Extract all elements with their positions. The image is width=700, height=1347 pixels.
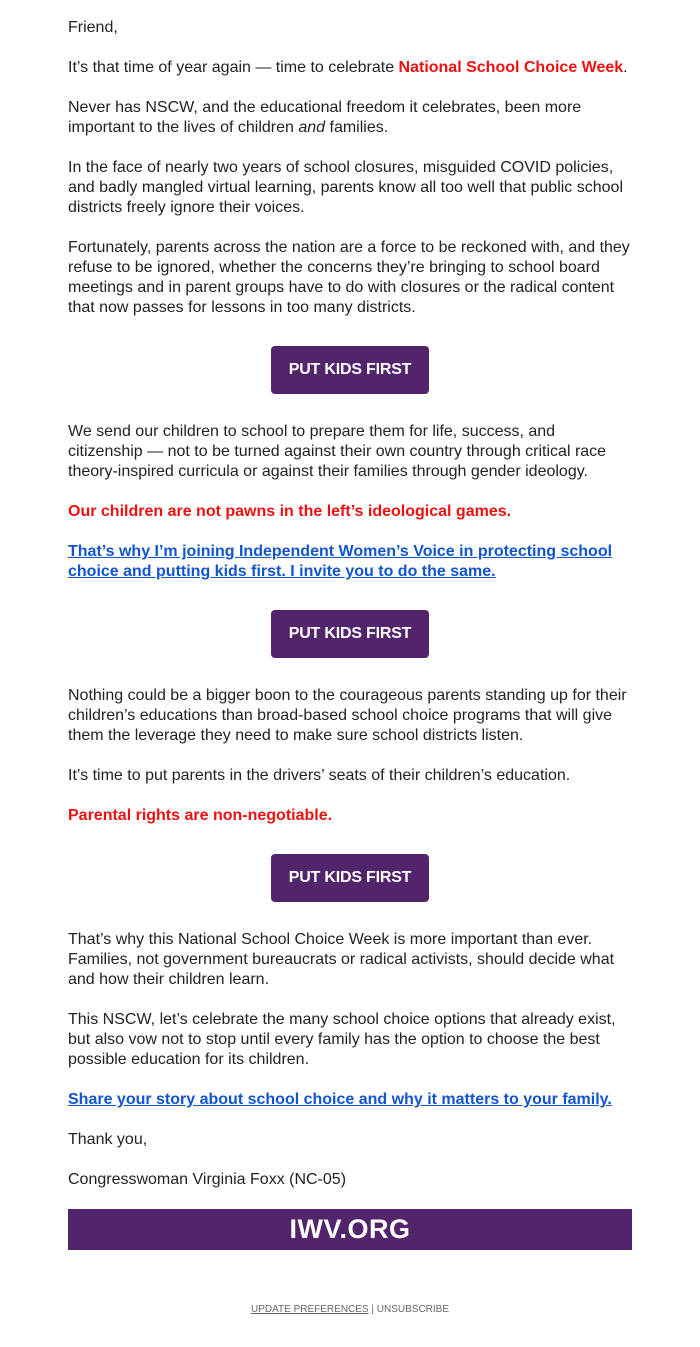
- never-text-after: families.: [325, 119, 389, 136]
- update-preferences-link[interactable]: UPDATE PREFERENCES: [250, 1304, 369, 1315]
- put-kids-first-button[interactable]: PUT KIDS FIRST: [271, 610, 429, 658]
- cta-wrap-3: [68, 854, 632, 902]
- footer: [68, 1304, 632, 1316]
- intro-paragraph: [68, 58, 632, 78]
- rights-statement: Parental rights are non-negotiable.: [68, 807, 333, 824]
- joining-paragraph: [68, 542, 632, 582]
- share-paragraph: [68, 1090, 632, 1110]
- iwv-banner: IWV.ORG: [68, 1209, 632, 1250]
- email-body: [68, 0, 632, 1316]
- this-nscw-paragraph: This NSCW, let’s celebrate the many school choice options that already exist, but also vow not to stop until every family has the option to choose the best possible education for its children.: [68, 1011, 616, 1068]
- unsubscribe-link[interactable]: UNSUBSCRIBE: [376, 1304, 450, 1315]
- signoff: Thank you,: [68, 1131, 148, 1148]
- cta-wrap-2: [68, 610, 632, 658]
- never-text-before: Never has NSCW, and the educational freedom it celebrates, been more important to the lives of children: [68, 99, 582, 136]
- greeting: Friend,: [68, 19, 118, 36]
- cta-wrap-1: [68, 346, 632, 394]
- time-paragraph: It’s time to put parents in the drivers’ seats of their children’s education.: [68, 767, 571, 784]
- send-paragraph: We send our children to school to prepare them for life, success, and citizenship — not to be turned against their own country through critical race theory-inspired curricula or against their families through gender ideology.: [68, 423, 607, 480]
- put-kids-first-button[interactable]: PUT KIDS FIRST: [271, 854, 429, 902]
- iwv-banner-link[interactable]: [68, 1209, 632, 1250]
- intro-text-before: It’s that time of year again — time to celebrate: [68, 59, 399, 76]
- joining-link[interactable]: That’s why I’m joining Independent Women’s Voice in protecting school choice and putting kids first. I invite you to do the same.: [68, 543, 613, 580]
- pawns-statement: Our children are not pawns in the left’s ideological games.: [68, 503, 512, 520]
- put-kids-first-button[interactable]: PUT KIDS FIRST: [271, 346, 429, 394]
- thats-why-paragraph: That’s why this National School Choice Week is more important than ever. Families, not government bureaucrats or radical activists, should decide what and how their children learn.: [68, 931, 615, 988]
- share-story-link[interactable]: Share your story about school choice and why it matters to your family.: [68, 1091, 612, 1108]
- never-paragraph: [68, 98, 632, 138]
- never-emphasis: and: [298, 119, 326, 136]
- nothing-paragraph: Nothing could be a bigger boon to the courageous parents standing up for their children’s educations than broad-based school choice programs that will give them the leverage they need to make sure school districts listen.: [68, 687, 627, 744]
- closures-paragraph: In the face of nearly two years of school closures, misguided COVID policies, and badly mangled virtual learning, parents know all too well that public school districts freely ignore their voices.: [68, 159, 623, 216]
- signature: Congresswoman Virginia Foxx (NC-05): [68, 1171, 347, 1188]
- footer-separator: |: [368, 1304, 377, 1315]
- intro-text-after: .: [623, 59, 628, 76]
- nscw-highlight: National School Choice Week: [398, 59, 624, 76]
- fortunately-paragraph: Fortunately, parents across the nation are a force to be reckoned with, and they refuse to be ignored, whether the concerns they’re bringing to school board meetings and in parent groups have to do with closures or the radical content that now passes for lessons in too many districts.: [68, 239, 630, 316]
